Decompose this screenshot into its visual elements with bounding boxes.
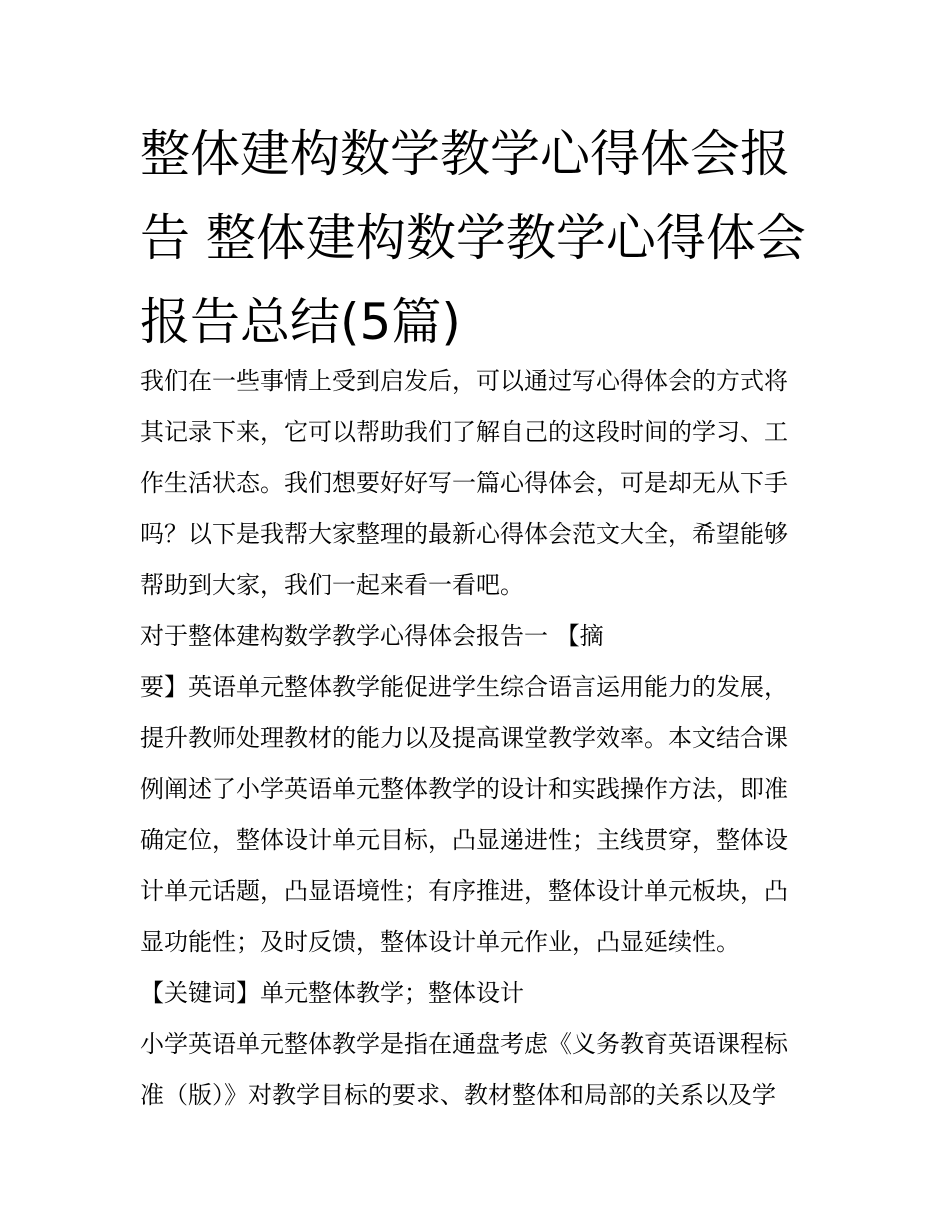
keywords-line: 【关键词】单元整体教学；整体设计	[140, 979, 524, 1007]
abstract-line: 提升教师处理教材的能力以及提高课堂教学效率。本文结合课	[140, 724, 788, 752]
body-line: 作生活状态。我们想要好好写一篇心得体会，可是却无从下手	[140, 469, 788, 497]
abstract-line: 计单元话题，凸显语境性；有序推进，整体设计单元板块，凸	[140, 877, 788, 905]
body-line: 小学英语单元整体教学是指在通盘考虑《义务教育英语课程标	[140, 1030, 788, 1058]
document-title	[140, 112, 820, 364]
body-line: 准（版）》对教学目标的要求、教材整体和局部的关系以及学	[140, 1081, 776, 1109]
abstract-line: 例阐述了小学英语单元整体教学的设计和实践操作方法，即准	[140, 775, 788, 803]
body-line: 吗？以下是我帮大家整理的最新心得体会范文大全，希望能够	[140, 520, 788, 548]
body-line: 其记录下来，它可以帮助我们了解自己的这段时间的学习、工	[140, 418, 788, 446]
title-line: 告 整体建构数学教学心得体会	[140, 209, 806, 267]
abstract-line: 要】英语单元整体教学能促进学生综合语言运用能力的发展，	[140, 673, 788, 701]
document-body	[140, 356, 820, 1121]
body-line: 我们在一些事情上受到启发后，可以通过写心得体会的方式将	[140, 367, 788, 395]
body-line: 帮助到大家，我们一起来看一看吧。	[140, 571, 524, 599]
abstract-line: 显功能性；及时反馈，整体设计单元作业，凸显延续性。	[140, 928, 740, 956]
section-heading-line: 对于整体建构数学教学心得体会报告一 【摘	[140, 622, 604, 650]
title-line: 整体建构数学教学心得体会报	[140, 125, 790, 183]
abstract-line: 确定位，整体设计单元目标，凸显递进性；主线贯穿，整体设	[140, 826, 788, 854]
title-line: 报告总结(5篇)	[140, 293, 461, 351]
